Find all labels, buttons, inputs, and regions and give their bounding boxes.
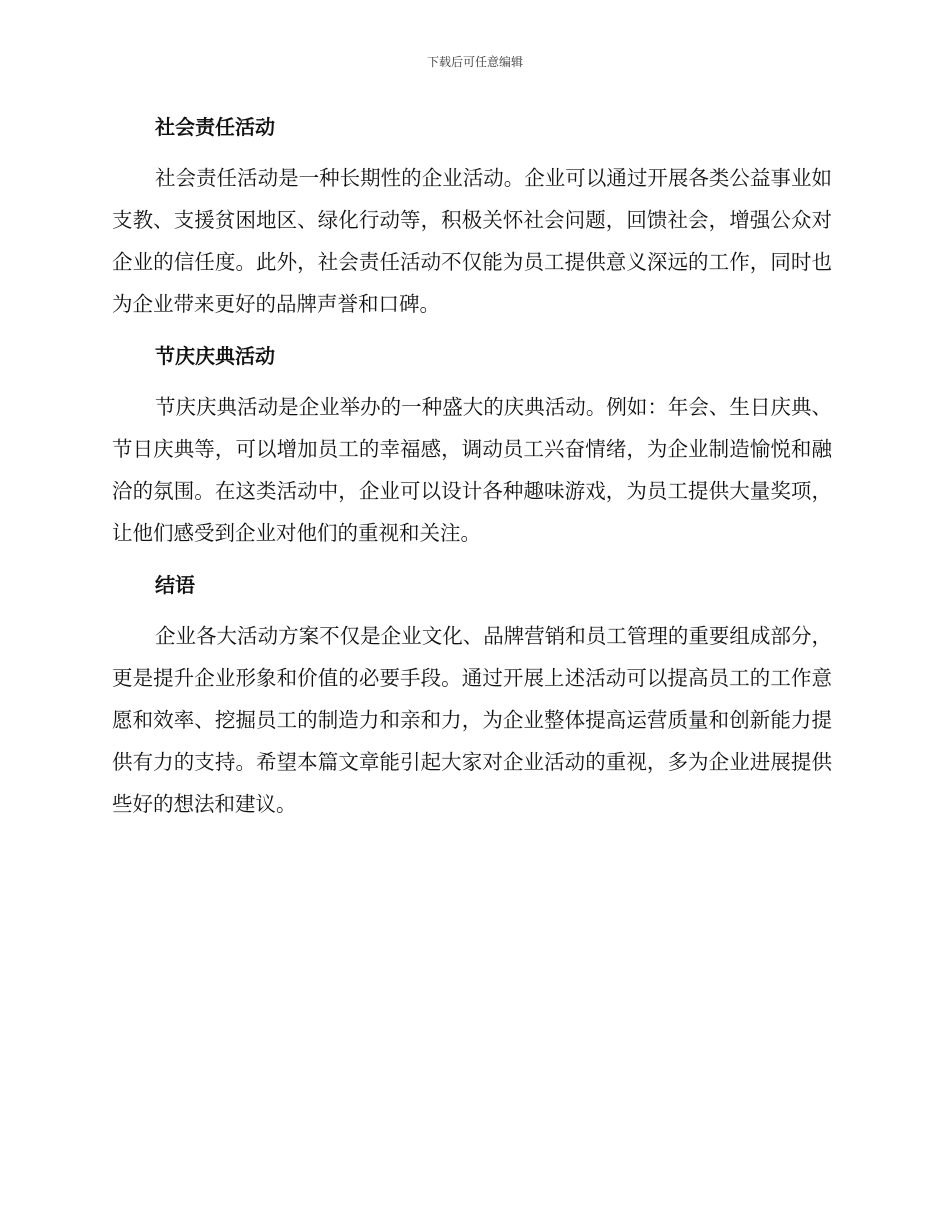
page-header: 下载后可任意编辑 (426, 55, 523, 69)
section-title-social-responsibility: 社会责任活动 (155, 115, 275, 139)
document-body (112, 112, 832, 825)
section-paragraph-festival-celebration: 节庆庆典活动是企业举办的一种盛大的庆典活动。例如：年会、生日庆典、节日庆典等，可以增加员工的幸福感，调动员工兴奋情绪，为企业制造愉悦和融洽的氛围。在这类活动中，企业可以设计各种趣味游戏，为员工提供大量奖项，让他们感受到企业对他们的重视和关注。 (112, 395, 832, 545)
section-title-conclusion: 结语 (155, 573, 195, 597)
section-title-festival-celebration: 节庆庆典活动 (155, 344, 275, 368)
section-paragraph-conclusion: 企业各大活动方案不仅是企业文化、品牌营销和员工管理的重要组成部分，更是提升企业形象和价值的必要手段。通过开展上述活动可以提高员工的工作意愿和效率、挖掘员工的制造力和亲和力，为企业整体提高运营质量和创新能力提供有力的支持。希望本篇文章能引起大家对企业活动的重视，多为企业进展提供些好的想法和建议。 (112, 624, 832, 816)
section-paragraph-social-responsibility: 社会责任活动是一种长期性的企业活动。企业可以通过开展各类公益事业如支教、支援贫困地区、绿化行动等，积极关怀社会问题，回馈社会，增强公众对企业的信任度。此外，社会责任活动不仅能为员工提供意义深远的工作，同时也为企业带来更好的品牌声誉和口碑。 (112, 166, 832, 316)
